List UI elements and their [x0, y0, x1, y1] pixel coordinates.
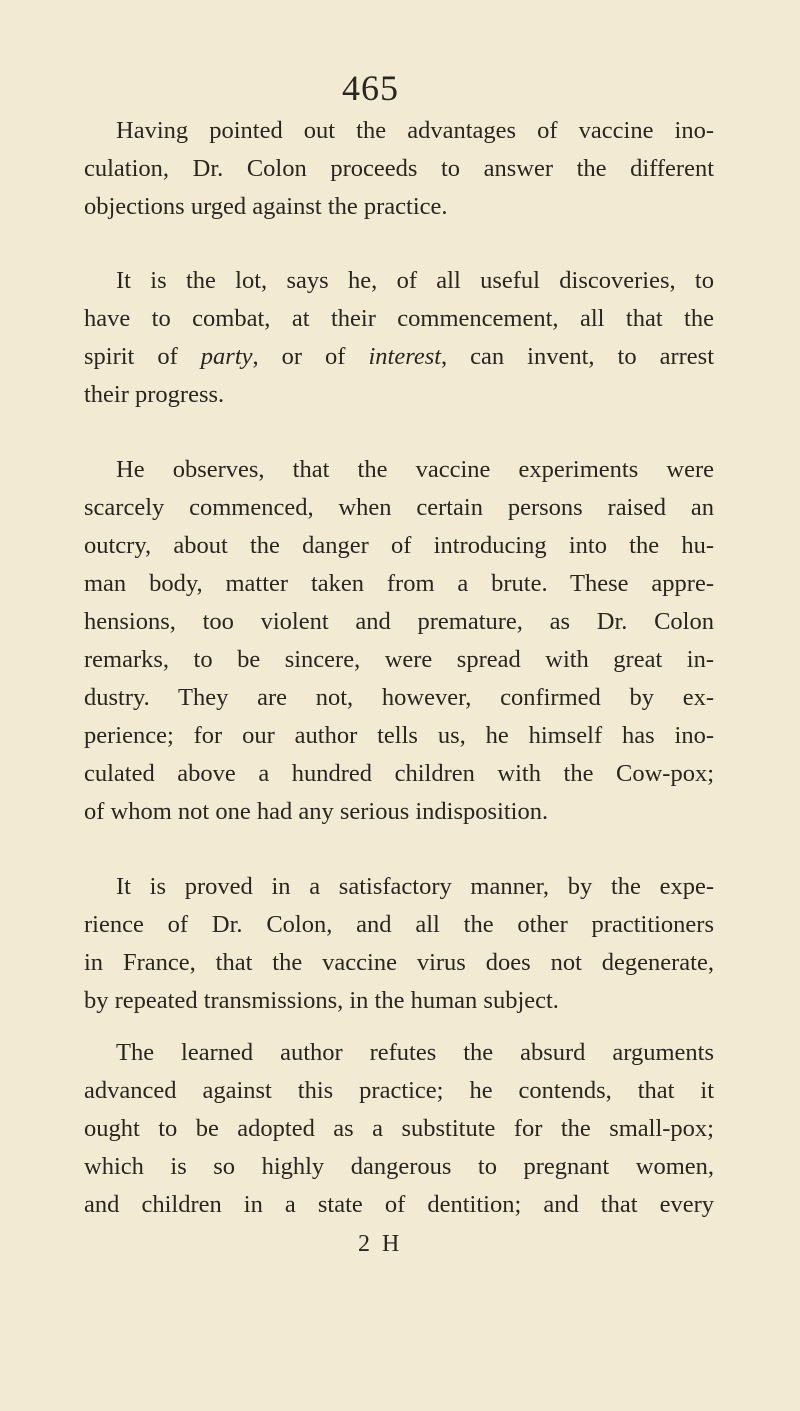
text-line — [84, 338, 714, 376]
italic-word-interest: interest — [368, 343, 442, 370]
text-line: advanced against this practice; he contends, that it — [84, 1077, 714, 1104]
signature-mark: 2 H — [358, 1231, 403, 1257]
text-line: scarcely commenced, when certain persons raised an — [84, 494, 714, 521]
text-line: dustry. They are not, however, confirmed by ex- — [84, 684, 714, 711]
text-line: man body, matter taken from a brute. These appre- — [84, 570, 714, 597]
text-segment: , or of — [252, 343, 369, 370]
text-line: hensions, too violent and premature, as Dr. Colon — [84, 608, 714, 635]
text-line: ought to be adopted as a substitute for the small-pox; — [84, 1115, 714, 1142]
text-segment: , can invent, to arrest — [441, 343, 714, 370]
text-line: rience of Dr. Colon, and all the other practitioners — [84, 911, 714, 938]
text-line: and children in a state of dentition; and that every — [84, 1191, 714, 1218]
text-segment: spirit of — [84, 343, 201, 370]
text-line: in France, that the vaccine virus does not degenerate, — [84, 949, 714, 976]
text-line: culation, Dr. Colon proceeds to answer the different — [84, 155, 714, 182]
text-line: culated above a hundred children with the Cow-pox; — [84, 760, 714, 787]
text-line: objections urged against the practice. — [84, 193, 448, 220]
text-line: The learned author refutes the absurd arguments — [116, 1039, 714, 1066]
text-line: Having pointed out the advantages of vaccine ino- — [116, 117, 714, 144]
text-line: He observes, that the vaccine experiments were — [116, 456, 714, 483]
text-line: It is proved in a satisfactory manner, by the expe- — [116, 873, 714, 900]
text-line: outcry, about the danger of introducing into the hu- — [84, 532, 714, 559]
page-number: 465 — [342, 68, 399, 108]
text-line: perience; for our author tells us, he himself has ino- — [84, 722, 714, 749]
text-line: It is the lot, says he, of all useful discoveries, to — [116, 267, 714, 294]
text-line: of whom not one had any serious indisposition. — [84, 798, 549, 825]
text-line: remarks, to be sincere, were spread with great in- — [84, 646, 714, 673]
text-line: which is so highly dangerous to pregnant women, — [84, 1153, 714, 1180]
text-line: their progress. — [84, 381, 225, 408]
text-line: have to combat, at their commencement, all that the — [84, 305, 714, 332]
italic-word-party: party — [200, 343, 253, 370]
text-line: by repeated transmissions, in the human subject. — [84, 987, 559, 1014]
